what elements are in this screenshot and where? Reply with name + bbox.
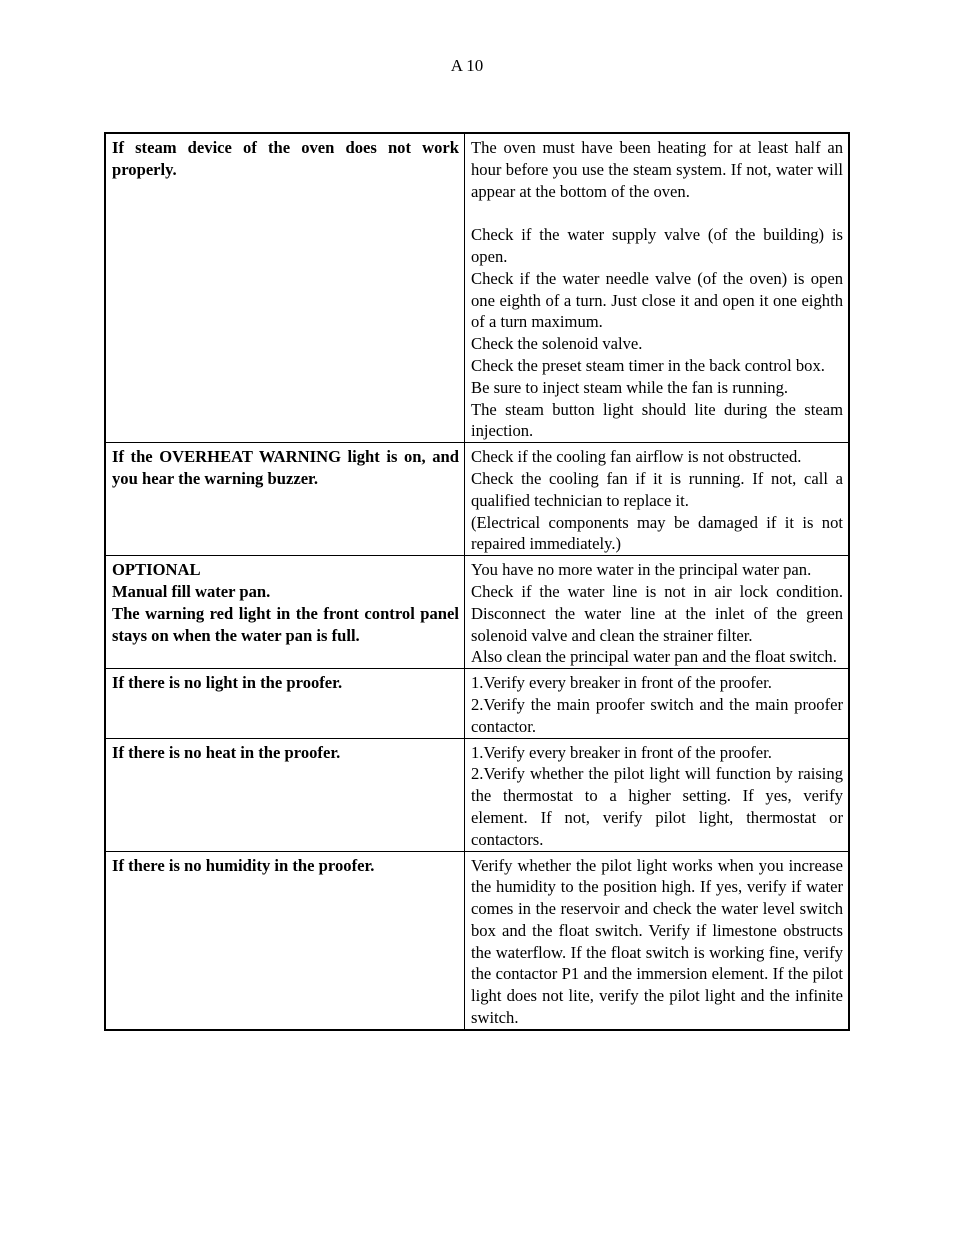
problem-text: The warning red light in the front control panel stays on when the water pan is full. xyxy=(112,603,459,645)
problem-text: If there is no heat in the proofer. xyxy=(112,742,341,762)
solution-text: The steam button light should lite during the steam injection. xyxy=(471,399,843,441)
solution-text: Be sure to inject steam while the fan is running. xyxy=(471,377,789,397)
solution-text: 1.Verify every breaker in front of the proofer. xyxy=(471,742,772,762)
solution-cell xyxy=(465,851,850,1030)
table-row xyxy=(105,556,849,669)
table-row xyxy=(105,443,849,556)
solution-text: Check if the cooling fan airflow is not obstructed. xyxy=(471,447,802,467)
problem-text: If there is no light in the proofer. xyxy=(112,673,343,693)
problem-text: Manual fill water pan. xyxy=(112,581,271,601)
solution-cell xyxy=(465,669,850,738)
problem-text: If steam device of the oven does not work properly. xyxy=(112,138,459,179)
solution-text: (Electrical components may be damaged if it is not repaired immediately.) xyxy=(471,512,843,554)
paragraph-gap xyxy=(471,202,843,224)
solution-text: Also clean the principal water pan and the float switch. xyxy=(471,647,837,667)
solution-cell xyxy=(465,133,850,443)
problem-cell xyxy=(105,669,465,738)
table-row xyxy=(105,669,849,738)
solution-text: 2.Verify the main proofer switch and the main proofer contactor. xyxy=(471,694,843,736)
page-number: A 10 xyxy=(450,56,484,75)
solution-text: Check if the water line is not in air lock condition. Disconnect the water line at the inlet of the green solenoid valve and clean the strainer filter. xyxy=(471,581,843,645)
solution-text: Check the solenoid valve. xyxy=(471,334,643,354)
solution-text: Check if the water supply valve (of the building) is open. xyxy=(471,225,843,266)
problem-text: OPTIONAL xyxy=(112,560,201,580)
table-row xyxy=(105,738,849,851)
problem-text: If the OVERHEAT WARNING light is on, and you hear the warning buzzer. xyxy=(112,447,459,488)
problem-cell xyxy=(105,851,465,1030)
table-row xyxy=(105,851,849,1030)
solution-text: Verify whether the pilot light works when you increase the humidity to the position high. If yes, verify if water comes in the reservoir and check the water level switch box and the float switch. Verify if limestone obstructs the waterflow. If the float switch is working fine, verify the contactor P1 and the immersion element. If the pilot light does not lite, verify the pilot light and the infinite switch. xyxy=(471,855,843,1028)
solution-text: Check the preset steam timer in the back control box. xyxy=(471,355,825,375)
table-row xyxy=(105,133,849,443)
problem-cell xyxy=(105,738,465,851)
solution-text: 1.Verify every breaker in front of the proofer. xyxy=(471,673,772,693)
solution-text: Check if the water needle valve (of the oven) is open one eighth of a turn. Just close it and open it one eighth of a turn maximum. xyxy=(471,268,843,332)
problem-text: If there is no humidity in the proofer. xyxy=(112,855,375,875)
problem-cell xyxy=(105,556,465,669)
troubleshooting-table xyxy=(104,132,850,1031)
solution-text: You have no more water in the principal water pan. xyxy=(471,560,812,580)
solution-cell xyxy=(465,443,850,556)
solution-cell xyxy=(465,738,850,851)
solution-cell xyxy=(465,556,850,669)
problem-cell xyxy=(105,133,465,443)
solution-text: Check the cooling fan if it is running. If not, call a qualified technician to replace it. xyxy=(471,468,843,510)
problem-cell xyxy=(105,443,465,556)
solution-text: The oven must have been heating for at least half an hour before you use the steam system. If not, water will appear at the bottom of the oven. xyxy=(471,138,843,201)
solution-text: 2.Verify whether the pilot light will function by raising the thermostat to a higher setting. If yes, verify element. If not, verify pilot light, thermostat or contactors. xyxy=(471,764,843,849)
